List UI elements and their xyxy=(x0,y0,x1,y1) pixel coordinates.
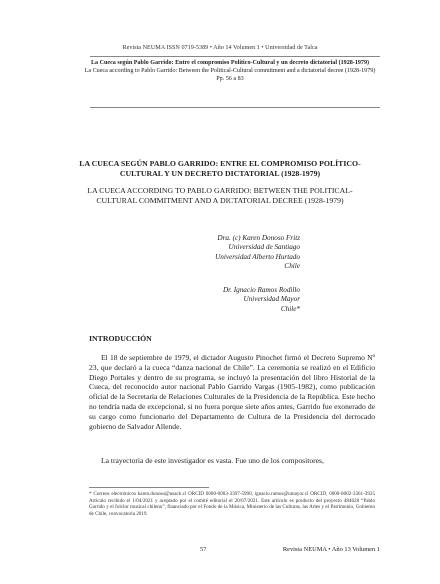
author-affiliation: Universidad Mayor xyxy=(243,295,300,304)
author-name: Dr. Ignacio Ramos Rodillo xyxy=(222,286,300,294)
header-rule xyxy=(90,56,380,57)
page-number: 57 xyxy=(200,546,207,553)
author-country: Chile* xyxy=(280,304,300,313)
meta-pages: Pp. 56 a 83 xyxy=(216,75,244,82)
author-affiliation: Universidad de Santiago xyxy=(228,243,300,252)
meta-title-en: La Cueca according to Pablo Garrido: Between the Political-Cultural commitment and a dictatorial decree (1928-1979) xyxy=(84,67,376,74)
running-header: Revista NEUMA ISSN 0719-5389 • Año 14 Volumen 1 • Universidad de Talca xyxy=(122,44,318,51)
meta-title-es: La Cueca según Pablo Garrido: Entre el compromiso Político-Cultural y un decreto dictatorial (1928-1979) xyxy=(90,60,370,66)
footer-journal: Revista NEUMA • Año 13 Volumen 1 xyxy=(282,546,380,553)
body-paragraph-2 xyxy=(89,456,375,466)
article-title-es: LA CUECA SEGÚN PABLO GARRIDO: ENTRE EL COMPROMISO POLÍTICO-CULTURAL Y UN DECRETO DICTATORIAL (1928-1979) xyxy=(79,159,361,178)
footnote: * Correos electrónicos karen.donoso@usach.cl ORCID 0000-0003-3397-5990, ignacio.ramos@umayor.cl ORCID, 0000-0002-3361-3925 Artículo recibido el 1/04/2021 y aceptado por el comité editorial el 20/07/2021. Este artículo es producto del proyecto 484628 “Pablo Garrido y el folclor musical chileno”, financiado por el Fondo de la Música, Ministerio de las Culturas, las Artes y el Patrimonio, Gobierno de Chile, convocatoria 2019. xyxy=(89,491,375,517)
author-country: Chile xyxy=(284,262,300,271)
author-block-2 xyxy=(150,286,300,314)
paragraph-text: La trayectoria de este investigador es vasta. Fue uno de los compositores, xyxy=(101,456,324,465)
article-title-en: LA CUECA ACCORDING TO PABLO GARRIDO: BETWEEN THE POLITICAL-CULTURAL COMMITMENT AND A DICTATORIAL DECREE (1928-1979) xyxy=(87,186,353,205)
author-affiliation: Universidad Alberto Hurtado xyxy=(215,252,300,261)
footnote-rule xyxy=(89,487,209,488)
author-block-1 xyxy=(150,234,300,272)
body-paragraph-1 xyxy=(89,353,375,431)
author-name: Dra. (c) Karen Donoso Fritz xyxy=(217,234,300,242)
meta-rule xyxy=(90,107,380,108)
paragraph-text: El 18 de septiembre de 1979, el dictador Augusto Pinochet firmó el Decreto Supremo Nº 23, que declaró a la cueca “danza nacional de Chile”. La ceremonia se realizó en el Edificio Diego Portales y dentro de su programa, se incluyó la presentación del libro Historial de la Cueca, del reconocido autor nacional Pablo Garrido Vargas (1905-1982), como publicación oficial de la Secretaría de Relaciones Culturales de la Presidencia de la República. Este hecho no tendría nada de excepcional, si no fuera porque siete años antes, Garrido fue exonerado de su cargo como funcionario del Departamento de Cultura de la Presidencia del derrocado gobierno de Salvador Allende. xyxy=(89,353,375,431)
section-heading: INTRODUCCIÓN xyxy=(89,334,152,343)
article-meta xyxy=(80,60,380,83)
